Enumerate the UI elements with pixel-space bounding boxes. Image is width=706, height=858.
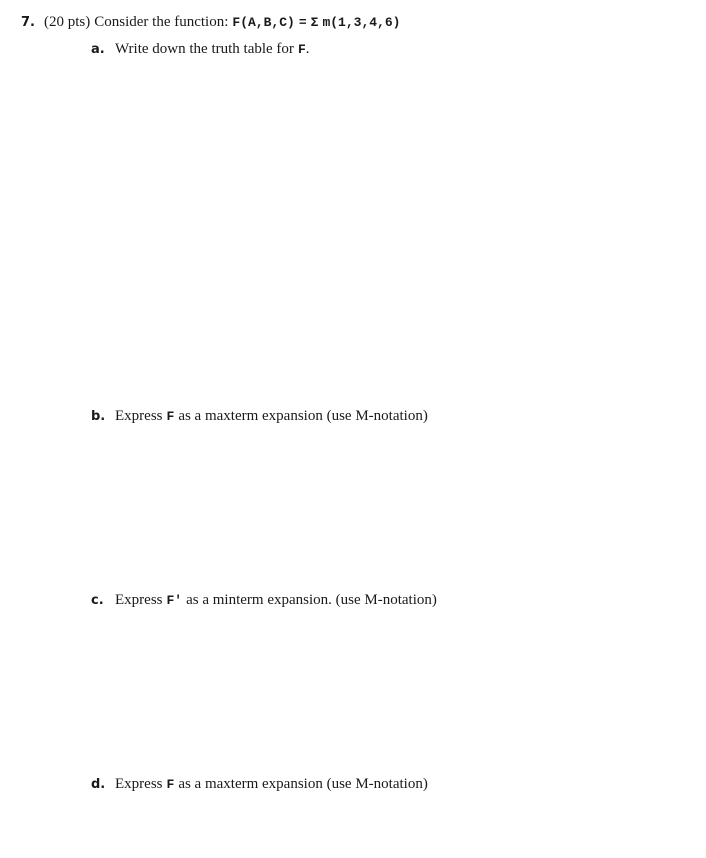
- part-b: [91, 407, 428, 426]
- part-c-letter: c.: [91, 593, 104, 608]
- question-points: (20 pts): [43, 14, 91, 30]
- part-b-var: F: [166, 409, 175, 424]
- part-b-pre: Express: [115, 408, 163, 424]
- part-b-answer-space[interactable]: [91, 430, 671, 585]
- minterm-list: m(1,3,4,6): [322, 15, 401, 30]
- part-b-post: as a maxterm expansion (use M-notation): [178, 408, 428, 424]
- part-a-var: F: [297, 42, 306, 57]
- part-a-end: .: [305, 41, 310, 57]
- question-number: 7.: [21, 15, 35, 30]
- part-c-pre: Express: [115, 592, 163, 608]
- part-d-letter: d.: [91, 777, 106, 792]
- part-a-text: Write down the truth table for: [115, 41, 294, 57]
- part-a: [91, 40, 310, 59]
- part-d-answer-space[interactable]: [91, 798, 671, 853]
- question-intro: Consider the function:: [94, 14, 229, 30]
- question-header: [21, 13, 400, 32]
- part-d-var: F: [166, 777, 175, 792]
- part-c-post: as a minterm expansion. (use M-notation): [186, 592, 437, 608]
- part-d-pre: Express: [115, 776, 163, 792]
- part-c-var: F': [166, 593, 183, 608]
- part-d: [91, 775, 428, 794]
- part-a-answer-space[interactable]: [91, 62, 671, 402]
- part-d-post: as a maxterm expansion (use M-notation): [178, 776, 428, 792]
- sigma-symbol: Σ: [310, 15, 319, 30]
- equals-sign: =: [298, 15, 307, 30]
- part-a-letter: a.: [91, 42, 105, 57]
- part-b-letter: b.: [91, 409, 106, 424]
- function-definition: F(A,B,C): [232, 15, 295, 30]
- part-c: [91, 591, 437, 610]
- part-c-answer-space[interactable]: [91, 614, 671, 769]
